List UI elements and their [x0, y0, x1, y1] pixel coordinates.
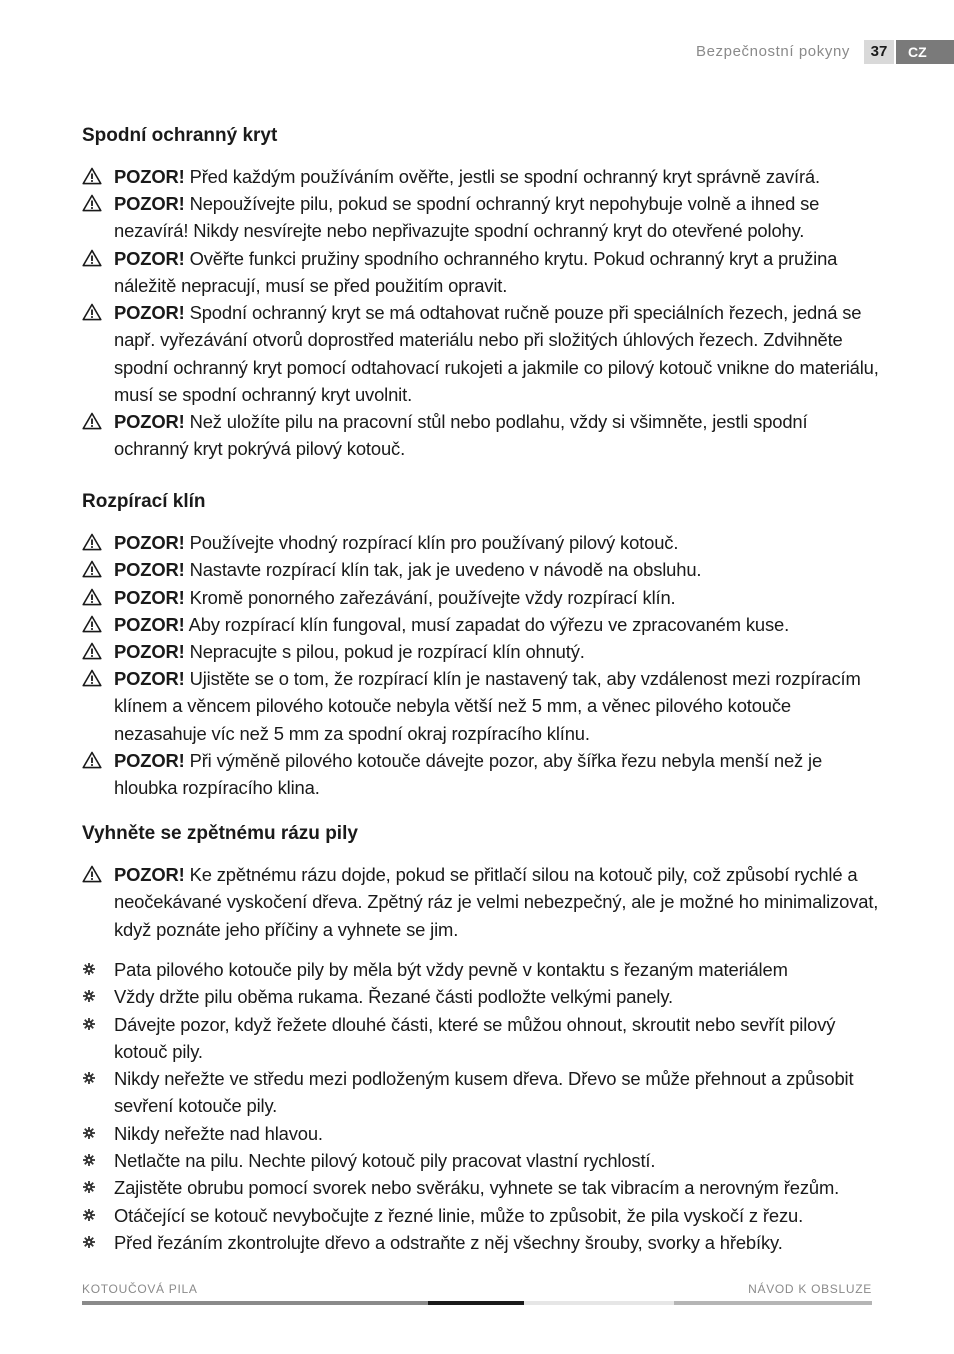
warning-item: [82, 245, 882, 300]
warning-triangle-icon: [82, 167, 102, 185]
footer-divider-mid: [674, 1301, 872, 1305]
warning-text: Při výměně pilového kotouče dávejte pozor, aby šířka řezu nebyla menší než je hloubka rozpíracího klina.: [114, 750, 823, 799]
warning-triangle-icon: [82, 249, 102, 267]
warning-item: [82, 299, 882, 408]
bullet-item: [82, 1120, 882, 1147]
bullet-gear-icon: [83, 963, 95, 975]
page-number: 37: [864, 40, 894, 64]
bullet-gear-icon: [83, 1236, 95, 1248]
warning-item: [82, 638, 882, 665]
warning-triangle-icon: [82, 751, 102, 769]
warning-text: Aby rozpírací klín fungoval, musí zapadat do výřezu ve zpracovaném kuse.: [188, 614, 790, 635]
bullet-gear-icon: [83, 1181, 95, 1193]
bullet-text: Dávejte pozor, když řežete dlouhé části, které se můžou ohnout, skroutit nebo sevřít pilový kotouč pily.: [114, 1014, 836, 1063]
warning-item: [82, 408, 882, 463]
warning-triangle-icon: [82, 533, 102, 551]
warning-item: [82, 611, 882, 638]
bullet-text: Nikdy neřežte nad hlavou.: [114, 1123, 323, 1144]
bullet-gear-icon: [83, 1209, 95, 1221]
warning-label: POZOR!: [114, 750, 185, 771]
footer-manual: NÁVOD K OBSLUZE: [748, 1282, 872, 1296]
warning-triangle-icon: [82, 412, 102, 430]
bullet-gear-icon: [83, 1154, 95, 1166]
warning-text: Nepoužívejte pilu, pokud se spodní ochranný kryt nepohybuje volně a ihned se nezavírá! Nikdy nesvírejte nebo nepřivazujte spodní ochranný kryt do otevřené polohy.: [114, 193, 820, 242]
bullet-text: Před řezáním zkontrolujte dřevo a odstraňte z něj všechny šrouby, svorky a hřebíky.: [114, 1232, 783, 1253]
warning-label: POZOR!: [114, 302, 185, 323]
section-title-rozpiraci-klin: Rozpírací klín: [82, 491, 206, 512]
warning-item: [82, 861, 882, 943]
warning-triangle-icon: [82, 615, 102, 633]
warning-item: [82, 529, 882, 556]
warning-item: [82, 584, 882, 611]
bullet-item: [82, 983, 882, 1010]
warning-triangle-icon: [82, 560, 102, 578]
bullet-gear-icon: [83, 1127, 95, 1139]
warning-triangle-icon: [82, 865, 102, 883]
bullet-item: [82, 1174, 882, 1201]
bullet-text: Zajistěte obrubu pomocí svorek nebo svěráku, vyhnete se tak vibracím a nerovným řezům.: [114, 1177, 840, 1198]
warning-text: Ujistěte se o tom, že rozpírací klín je nastavený tak, aby vzdálenost mezi rozpíracím klínem a věncem pilového kotouče nebyla větší než 5 mm, a věnec pilového kotouče nezasahuje víc než 5 mm za spodní okraj rozpíracího klínu.: [114, 668, 861, 744]
warning-triangle-icon: [82, 303, 102, 321]
warning-label: POZOR!: [114, 641, 185, 662]
bullet-text: Otáčející se kotouč nevybočujte z řezné linie, může to způsobit, že pila vyskočí z řezu.: [114, 1205, 804, 1226]
bullet-text: Netlačte na pilu. Nechte pilový kotouč pily pracovat vlastní rychlostí.: [114, 1150, 656, 1171]
warning-text: Nepracujte s pilou, pokud je rozpírací klín ohnutý.: [189, 641, 585, 662]
warning-item: [82, 190, 882, 245]
warning-item: [82, 665, 882, 747]
warning-label: POZOR!: [114, 193, 185, 214]
warning-item: [82, 163, 882, 190]
warning-triangle-icon: [82, 669, 102, 687]
section-name: Bezpečnostní pokyny: [696, 43, 850, 60]
warning-label: POZOR!: [114, 166, 185, 187]
bullet-gear-icon: [83, 1072, 95, 1084]
section-title-zpetny-raz: Vyhněte se zpětnému rázu pily: [82, 823, 358, 844]
warning-triangle-icon: [82, 194, 102, 212]
bullet-item: [82, 1202, 882, 1229]
warning-text: Před každým používáním ověřte, jestli se spodní ochranný kryt správně zavírá.: [189, 166, 820, 187]
warning-text: Ke zpětnému rázu dojde, pokud se přitlačí silou na kotouč pily, což způsobí rychlé a neočekávané vyskočení dřeva. Zpětný ráz je velmi nebezpečný, ale je možné ho minimalizovat, když poznáte jeho příčiny a vyhnete se jim.: [114, 864, 879, 940]
bullet-text: Pata pilového kotouče pily by měla být vždy pevně v kontaktu s řezaným materiálem: [114, 959, 788, 980]
warning-label: POZOR!: [114, 587, 185, 608]
warning-text: Kromě ponorného zařezávání, používejte vždy rozpírací klín.: [189, 587, 676, 608]
warning-triangle-icon: [82, 642, 102, 660]
footer-divider-light: [524, 1301, 674, 1305]
warning-label: POZOR!: [114, 864, 185, 885]
bullet-item: [82, 956, 882, 983]
warning-label: POZOR!: [114, 532, 185, 553]
warning-item: [82, 747, 882, 802]
bullet-item: [82, 1229, 882, 1256]
warning-text: Ověřte funkci pružiny spodního ochranného krytu. Pokud ochranný kryt a pružina náležitě nepracují, musí se před použitím opravit.: [114, 248, 838, 297]
section-title-spodni-kryt: Spodní ochranný kryt: [82, 125, 278, 146]
warning-label: POZOR!: [114, 668, 185, 689]
bullet-text: Vždy držte pilu oběma rukama. Řezané části podložte velkými panely.: [114, 986, 673, 1007]
warning-text: Spodní ochranný kryt se má odtahovat ručně pouze při speciálních řezech, jedná se např. vyřezávání otvorů doprostřed materiálu nebo při složitých úhlových řezech. Zdvihněte spodní ochranný kryt pomocí odtahovací rukojeti a jakmile co pilový kotouč vnikne do materiálu, musí se spodní ochranný kryt uvolnit.: [114, 302, 879, 405]
warning-label: POZOR!: [114, 248, 185, 269]
bullet-item: [82, 1011, 882, 1066]
footer-divider-grey: [82, 1301, 428, 1305]
warning-label: POZOR!: [114, 411, 185, 432]
warning-label: POZOR!: [114, 614, 185, 635]
warning-text: Používejte vhodný rozpírací klín pro používaný pilový kotouč.: [189, 532, 679, 553]
warning-item: [82, 556, 882, 583]
bullet-gear-icon: [83, 990, 95, 1002]
warning-text: Než uložíte pilu na pracovní stůl nebo podlahu, vždy si všimněte, jestli spodní ochranný kryt pokrývá pilový kotouč.: [114, 411, 808, 460]
bullet-text: Nikdy neřežte ve středu mezi podloženým kusem dřeva. Dřevo se může přehnout a způsobit sevření kotouče pily.: [114, 1068, 854, 1117]
language-tab: CZ: [896, 40, 954, 64]
footer-product: KOTOUČOVÁ PILA: [82, 1282, 198, 1296]
page-header: [696, 40, 954, 64]
bullet-item: [82, 1147, 882, 1174]
bullet-item: [82, 1065, 882, 1120]
footer-divider-black: [428, 1301, 524, 1305]
warning-text: Nastavte rozpírací klín tak, jak je uvedeno v návodě na obsluhu.: [189, 559, 702, 580]
bullet-gear-icon: [83, 1018, 95, 1030]
warning-label: POZOR!: [114, 559, 185, 580]
warning-triangle-icon: [82, 588, 102, 606]
